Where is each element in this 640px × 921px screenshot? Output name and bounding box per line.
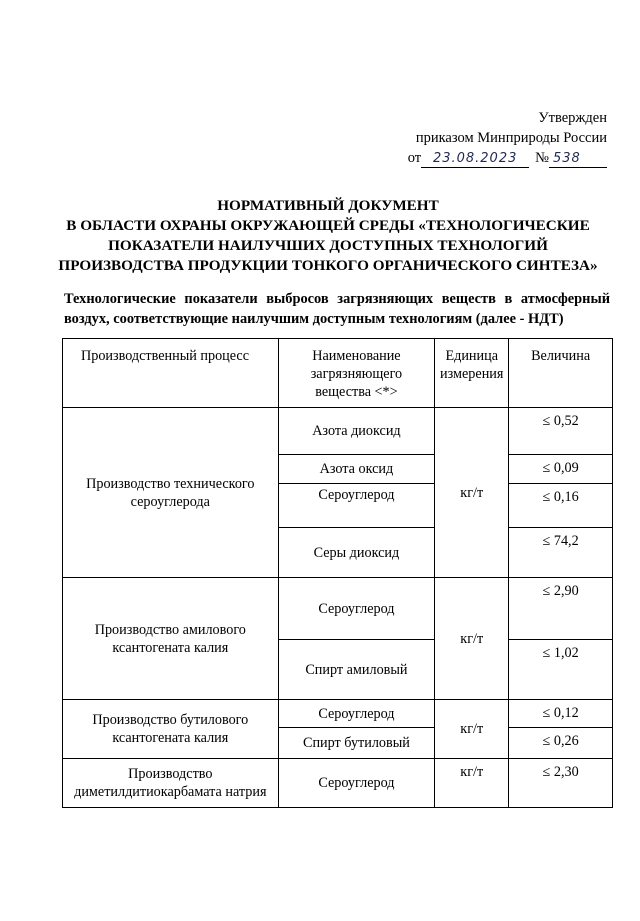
approval-line-order: приказом Минприроды России <box>415 130 607 146</box>
table-row <box>63 759 613 808</box>
substance-cell: Сероуглерод <box>278 700 435 728</box>
value-cell: ≤ 0,09 <box>509 455 613 484</box>
header-unit: Единица измерения <box>435 339 509 408</box>
process-cell: Производство технического сероуглерода <box>63 408 279 578</box>
value-cell: ≤ 1,02 <box>509 640 613 700</box>
value-cell: ≤ 2,30 <box>509 759 613 808</box>
process-cell: Производство бутилового ксантогената калия <box>63 700 279 759</box>
title-line-2: В ОБЛАСТИ ОХРАНЫ ОКРУЖАЮЩЕЙ СРЕДЫ «ТЕХНОЛОГИЧЕСКИЕ <box>66 217 590 234</box>
value-cell: ≤ 0,16 <box>509 484 613 528</box>
substance-cell: Спирт бутиловый <box>278 728 435 759</box>
value-cell: ≤ 0,26 <box>509 728 613 759</box>
value-cell: ≤ 74,2 <box>509 528 613 578</box>
unit-cell: кг/т <box>435 408 509 578</box>
unit-cell: кг/т <box>435 700 509 759</box>
substance-cell: Спирт амиловый <box>278 640 435 700</box>
unit-cell: кг/т <box>435 759 509 808</box>
header-value: Величина <box>509 339 613 408</box>
substance-cell: Сероуглерод <box>278 578 435 640</box>
header-process: Производственный процесс <box>63 339 279 408</box>
value-cell: ≤ 0,52 <box>509 408 613 455</box>
title-line-1: НОРМАТИВНЫЙ ДОКУМЕНТ <box>217 197 439 214</box>
process-cell: Производство амилового ксантогената калия <box>63 578 279 700</box>
header-substance: Наименование загрязняющего вещества <*> <box>278 339 435 408</box>
title-line-4: ПРОИЗВОДСТВА ПРОДУКЦИИ ТОНКОГО ОРГАНИЧЕСКОГО СИНТЕЗА» <box>58 257 598 274</box>
handwritten-number: 538 <box>549 151 607 168</box>
approval-block <box>408 108 607 168</box>
substance-cell: Сероуглерод <box>278 484 435 528</box>
substance-cell: Серы диоксид <box>278 528 435 578</box>
document-title <box>40 196 616 276</box>
table-row <box>63 700 613 728</box>
substance-cell: Сероуглерод <box>278 759 435 808</box>
approval-line-approved: Утвержден <box>538 110 607 126</box>
table-row <box>63 408 613 455</box>
number-prefix: № <box>535 150 549 166</box>
table-row <box>63 578 613 640</box>
table-header-row <box>63 339 613 408</box>
unit-cell: кг/т <box>435 578 509 700</box>
date-prefix: от <box>407 150 422 166</box>
emissions-table <box>62 338 613 808</box>
approval-line-date <box>408 148 607 168</box>
table-caption: Технологические показатели выбросов загрязняющих веществ в атмосферный воздух, соответствующие наилучшим доступным технологиям (далее - НДТ) <box>64 291 610 327</box>
substance-cell: Азота диоксид <box>278 408 435 455</box>
value-cell: ≤ 0,12 <box>509 700 613 728</box>
substance-cell: Азота оксид <box>278 455 435 484</box>
process-cell: Производство диметилдитиокарбамата натрия <box>63 759 279 808</box>
title-line-3: ПОКАЗАТЕЛИ НАИЛУЧШИХ ДОСТУПНЫХ ТЕХНОЛОГИЙ <box>108 237 548 254</box>
handwritten-date: 23.08.2023 <box>421 151 529 168</box>
value-cell: ≤ 2,90 <box>509 578 613 640</box>
